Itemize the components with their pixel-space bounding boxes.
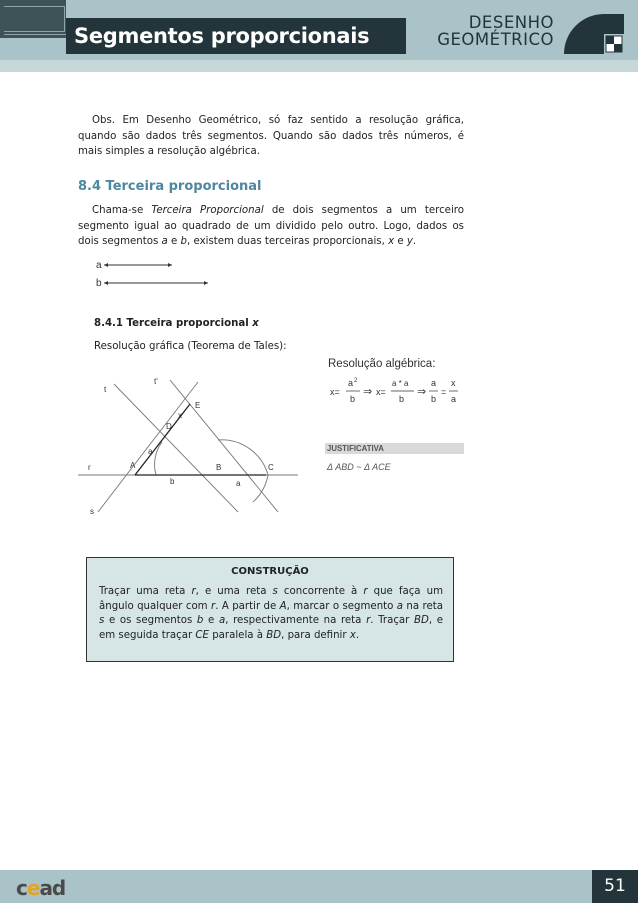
intro-var-x: x [388, 236, 395, 247]
c-var-r4: r [366, 615, 371, 626]
given-segments-figure [90, 256, 220, 292]
section-intro-text [78, 203, 464, 250]
chapter-title: Segmentos proporcionais [74, 24, 370, 48]
segment-b-end-arrow [204, 281, 208, 285]
construction-title: CONSTRUÇÃO [231, 566, 309, 577]
subsection-title [94, 318, 259, 329]
c-var-r3: r [211, 600, 216, 612]
logo-e: e [26, 876, 40, 900]
cead-logo [16, 876, 65, 900]
c-text-8: e os segmentos [104, 615, 197, 626]
c-text-13: paralela à [208, 629, 267, 641]
brand-line-1: DESENHO [468, 13, 554, 32]
algebraic-title: Resolução algébrica: [328, 358, 436, 370]
construction-box [86, 557, 454, 662]
c-var-A: A [279, 600, 287, 612]
c-text-5: . A partir de [215, 600, 280, 612]
justification-text: Δ ABD ~ Δ ACE [327, 462, 391, 472]
intro-text-6: . [412, 236, 417, 247]
formula-b-1: b [350, 394, 356, 404]
label-B: B [216, 463, 222, 472]
formula-arrow-1: ⇒ [363, 386, 373, 398]
header-corner-box [0, 0, 66, 38]
intro-text-1: Chama-se [92, 205, 152, 216]
obs-paragraph [78, 113, 464, 160]
c-var-BD2: BD [266, 629, 282, 641]
chapter-title-bar [66, 18, 406, 54]
label-a-2: a [236, 479, 241, 488]
formula-a-times-a: a * a [392, 379, 409, 388]
label-t-prime: t' [154, 377, 158, 386]
c-var-x: x [349, 629, 356, 641]
section-title: 8.4 Terceira proporcional [78, 179, 262, 194]
intro-text-4: , existem duas terceiras proporcionais, [187, 236, 389, 247]
label-A: A [130, 461, 136, 470]
construction-figure [78, 362, 298, 522]
segment-a-start-arrow [104, 263, 108, 267]
label-b: b [170, 477, 175, 486]
intro-var-y: y [406, 236, 413, 247]
c-text-3: concorrente à [277, 586, 364, 597]
c-text-11: . Traçar [370, 615, 414, 626]
intro-text-3: e [167, 236, 181, 247]
formula-b-2: b [399, 394, 405, 404]
formula-equals: = [441, 387, 447, 397]
corner-line [4, 34, 66, 35]
justification-heading: JUSTIFICATIVA [325, 443, 464, 454]
algebraic-block [328, 358, 470, 370]
section-intro [78, 203, 464, 250]
c-var-r1: r [191, 586, 196, 597]
intro-var-b: b [180, 236, 188, 247]
c-var-s2: s [99, 615, 105, 626]
logo-c: c [16, 876, 27, 900]
geometric-logo-icon [562, 12, 626, 56]
segment-a-end-arrow [168, 263, 172, 267]
c-text-2: , e uma reta [195, 586, 273, 597]
construction-text [99, 585, 443, 643]
c-text-1: Traçar uma reta [99, 586, 192, 597]
subsection-title-prefix: 8.4.1 Terceira proporcional [94, 318, 253, 329]
page-footer [0, 870, 638, 903]
c-var-a2: a [218, 615, 226, 626]
obs-text: Obs. Em Desenho Geométrico, só faz sentido a resolução gráfica, quando são dados três segmentos. Quando são dados três números, é mais simples a resolução algébrica. [78, 115, 464, 157]
c-var-b: b [196, 615, 204, 626]
c-var-CE: CE [195, 629, 209, 641]
label-D: D [166, 422, 172, 431]
logo-ad: ad [39, 876, 66, 900]
formula-x-var: x [451, 378, 456, 388]
c-text-6: , marcar o segmento [286, 600, 397, 612]
c-text-15: . [355, 629, 360, 641]
c-text-7: na reta [403, 600, 443, 612]
c-text-4: que faça um ângulo qualquer com [99, 586, 443, 612]
subsection-title-var: x [252, 318, 259, 329]
algebraic-formula [330, 374, 470, 410]
segment-a-label: a [96, 260, 102, 271]
intro-term: Terceira Proporcional [151, 205, 264, 216]
c-text-14: , para definir [281, 629, 350, 641]
formula-a-sq: a [348, 378, 354, 388]
segment-b-start-arrow [104, 281, 108, 285]
label-t: t [104, 385, 107, 394]
label-E: E [195, 401, 201, 410]
intro-text-2: de dois segmentos a um terceiro segmento igual ao quadrado de um dividido pelo outro. Logo, dados os dois segmentos [78, 205, 464, 247]
segment-b-label: b [96, 278, 102, 289]
arc-transfer [218, 440, 268, 502]
c-text-12: , e em seguida traçar [99, 615, 443, 641]
intro-text-5: e [394, 236, 407, 247]
c-var-r2: r [363, 586, 368, 597]
label-r: r [88, 463, 91, 472]
header-stripe [0, 60, 638, 72]
formula-x-eq-2: x= [376, 387, 386, 397]
formula-a-3: a [431, 378, 437, 388]
c-var-BD: BD [414, 615, 429, 626]
formula-exponent: 2 [354, 378, 358, 384]
subsection-subtitle: Resolução gráfica (Teorema de Tales): [94, 341, 287, 352]
c-text-9: e [203, 615, 219, 626]
arc-a-on-s [155, 442, 162, 475]
formula-a-4: a [451, 394, 457, 404]
c-text-10: , respectivamente na reta [225, 615, 367, 626]
formula-arrow-2: ⇒ [417, 386, 427, 398]
c-var-s1: s [272, 586, 278, 597]
label-a-1: a [148, 447, 153, 456]
brand-title [437, 14, 554, 48]
intro-var-a: a [161, 236, 168, 247]
label-C: C [268, 463, 274, 472]
formula-x-eq: x= [330, 387, 340, 397]
line-t [114, 384, 238, 512]
c-var-a1: a [396, 600, 404, 612]
brand-line-2: GEOMÉTRICO [437, 30, 554, 49]
label-s: s [90, 507, 94, 516]
formula-b-3: b [431, 394, 437, 404]
label-x: x [178, 411, 182, 420]
page-number: 51 [592, 870, 638, 903]
corner-frame [4, 6, 65, 32]
